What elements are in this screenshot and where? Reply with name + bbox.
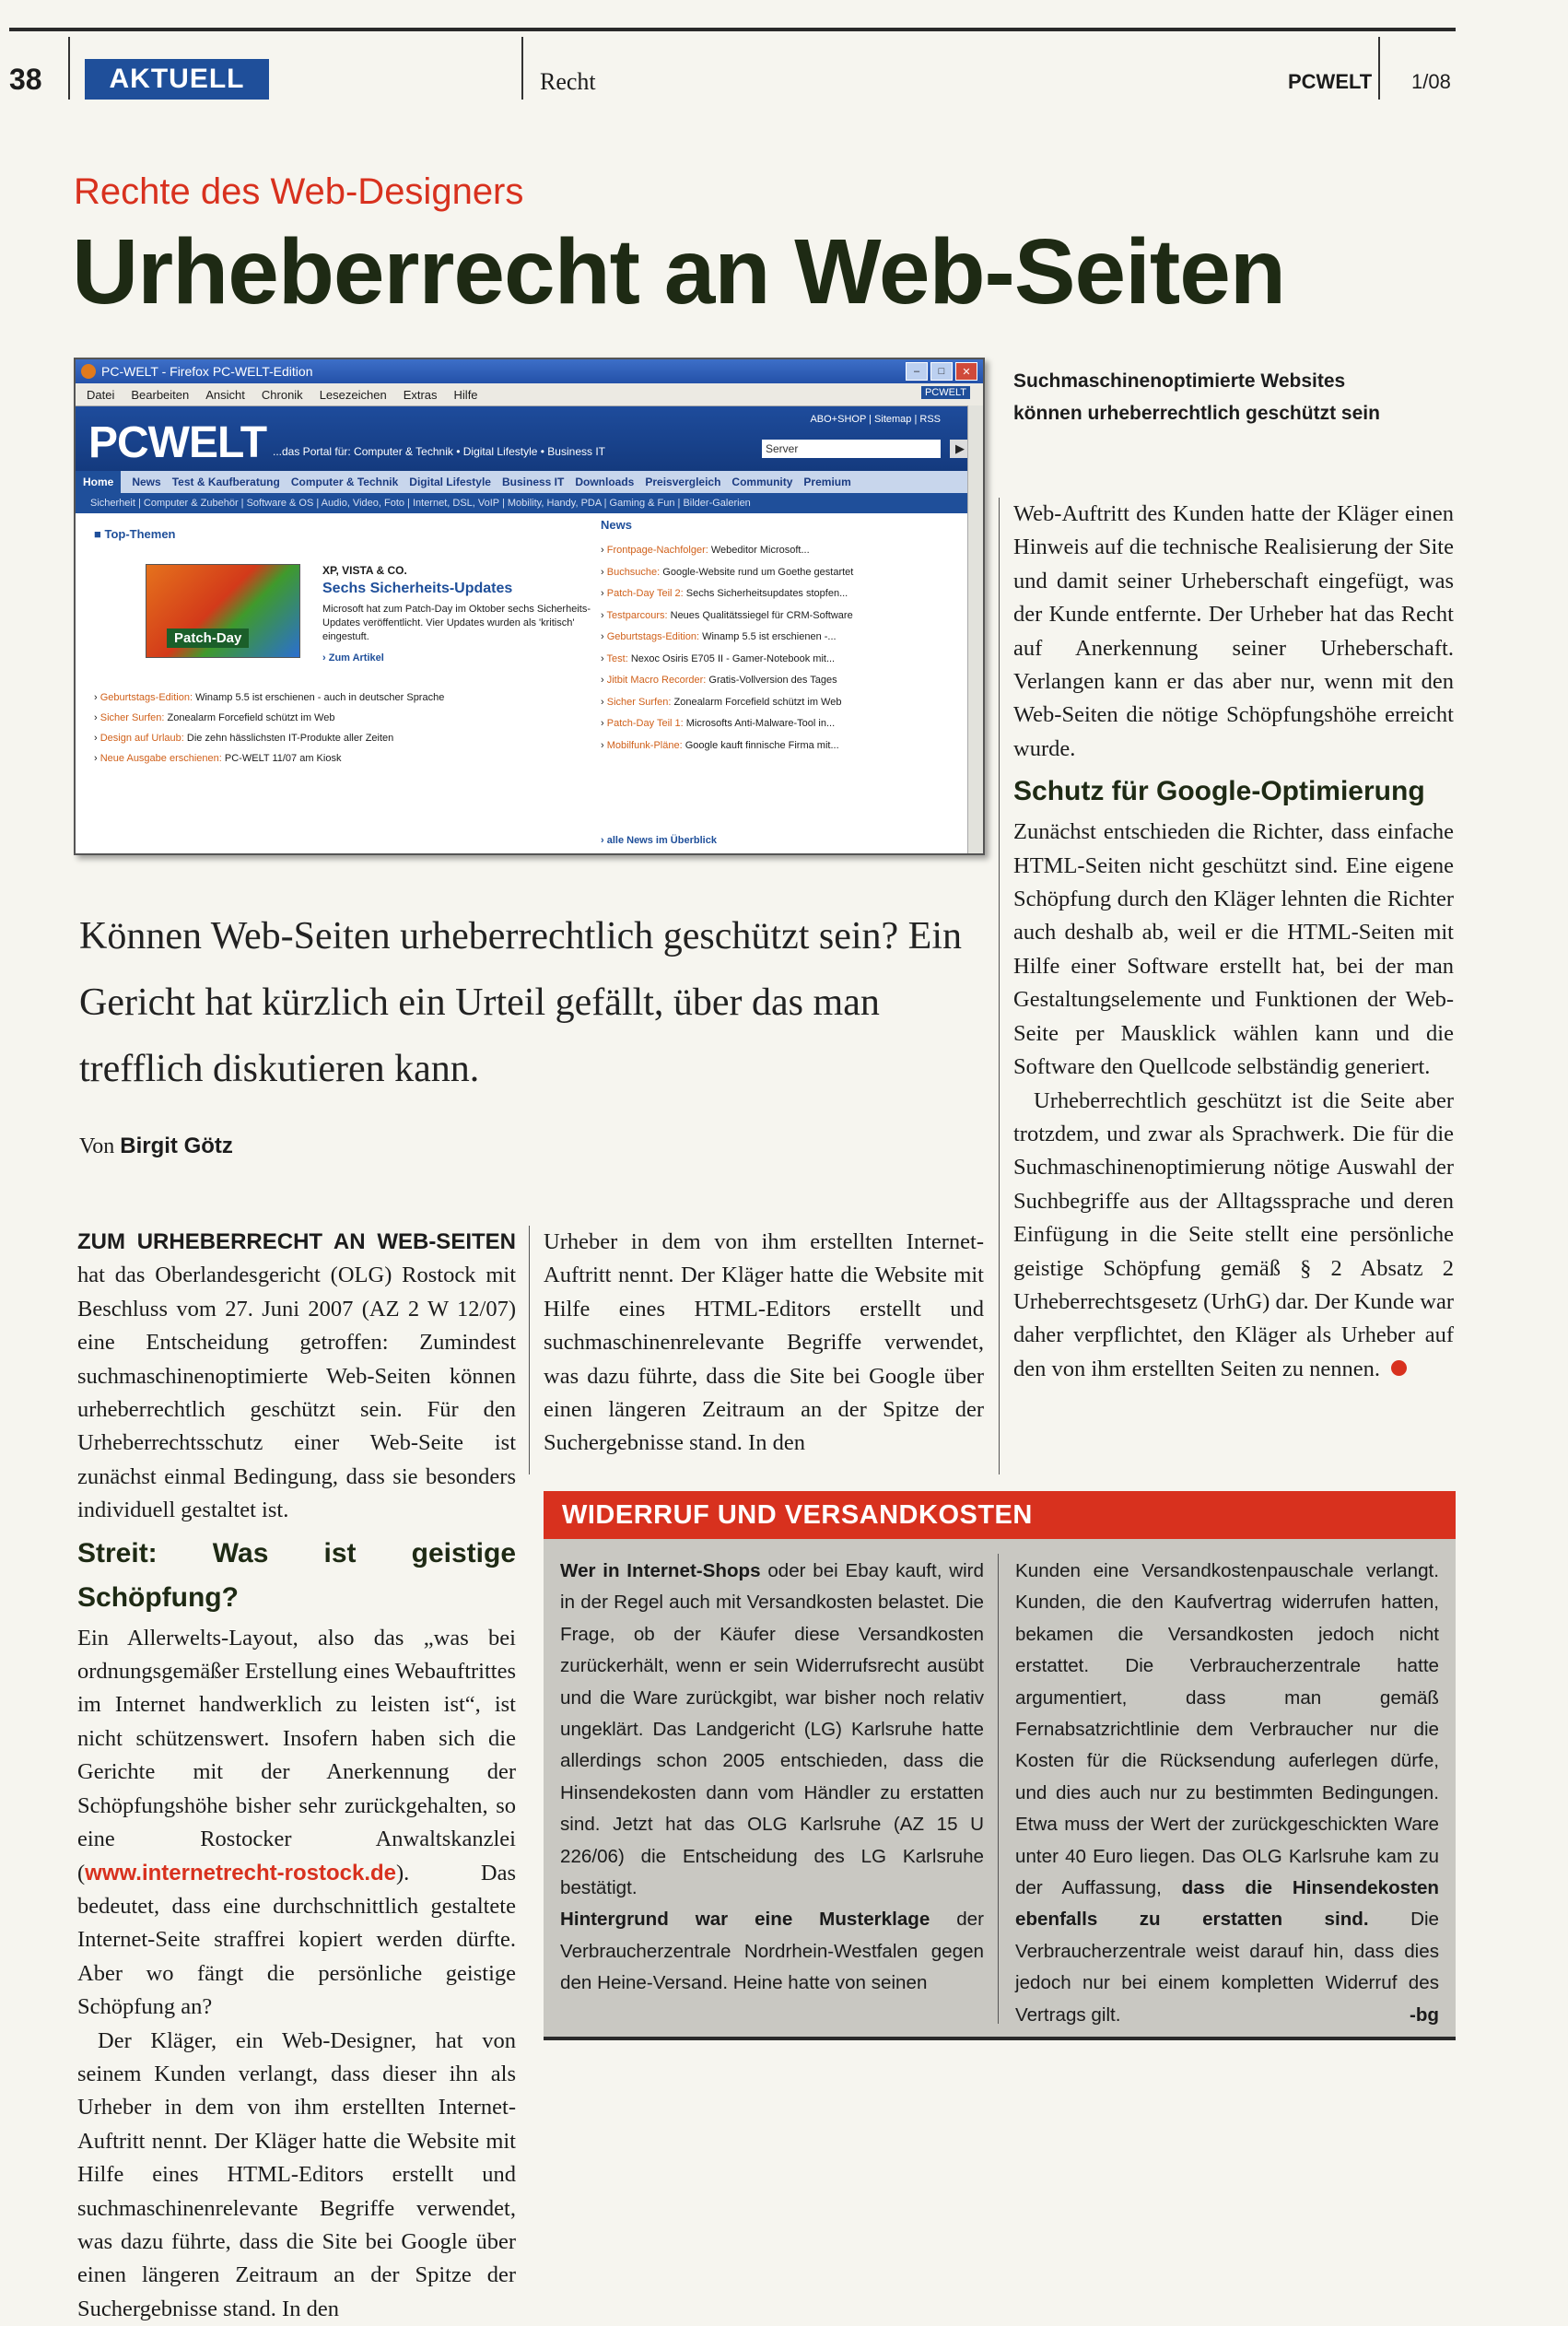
menu-item: Ansicht (205, 387, 245, 402)
list-item: › Frontpage-Nachfolger: Webeditor Microsoft... (601, 545, 810, 556)
teaser-kicker: XP, VISTA & CO. (322, 564, 407, 577)
info-box-title: WIDERRUF UND VERSANDKOSTEN (544, 1491, 1456, 1539)
issue-number: 1/08 (1411, 70, 1451, 93)
header-divider (521, 37, 523, 100)
portal-tagline: ...das Portal für: Computer & Technik • Digital Lifestyle • Business IT (273, 445, 605, 458)
top-links: ABO+SHOP | Sitemap | RSS (810, 414, 941, 425)
list-item: › Testparcours: Neues Qualitätssiegel für CRM-Software (601, 609, 853, 621)
nav-item: News (132, 476, 161, 488)
news-list (601, 540, 942, 757)
rubric-label: Recht (540, 68, 596, 95)
maximize-icon: □ (930, 362, 953, 381)
paragraph: Zunächst entschieden die Richter, dass einfache HTML-Seiten nicht geschützt sind. Eine eigene Schöpfung durch den Kläger lehnten die Richter auch deshalb ab, weil er die HTML-Seiten mit Hilfe einer Software erstellt hat, bei der man Gestaltungselemente und Funktionen der Web-Seite per Mausklick wählen kann und die Software den Quellcode selbständig generiert. (1013, 819, 1454, 1080)
patch-day-image (146, 564, 300, 658)
kanzlei-link: www.internetrecht-rostock.de (85, 1860, 397, 1885)
column-rule (529, 1226, 530, 1474)
paragraph: Web-Auftritt des Kunden hatte der Kläger einen Hinweis auf die technische Realisierung der Site und damit seiner Urheberschaft eingefügt, was der Kunde entfernte. Der Urheber hat das Recht auf Anerkennung seiner Urheberschaft. Verlangen kann er das aber nur, wenn mit den Web-Seiten die nötige Schöpfungshöhe erreicht wurde. (1013, 501, 1454, 761)
site-masthead (76, 406, 983, 471)
list-item: › Geburtstags-Edition: Winamp 5.5 ist erschienen - auch in deutscher Sprache (94, 692, 445, 703)
browser-menubar (76, 383, 983, 406)
nav-item: Downloads (575, 476, 635, 488)
menu-item: Extras (403, 387, 438, 402)
menu-item: Bearbeiten (131, 387, 190, 402)
list-item: › Test: Nexoc Osiris E705 II - Gamer-Notebook mit... (601, 652, 836, 664)
header-rule (9, 28, 1456, 31)
nav-item: Preisvergleich (645, 476, 721, 488)
section-badge: AKTUELL (85, 59, 269, 100)
left-link-list (94, 687, 591, 769)
toolbar-badge: PCWELT (921, 386, 970, 399)
magazine-brand: PCWELT (1288, 70, 1373, 93)
header-divider (1378, 37, 1380, 100)
page-number: 38 (9, 63, 42, 96)
nav-item: Business IT (501, 476, 565, 488)
info-box (544, 1491, 1456, 2040)
author-name: Birgit Götz (120, 1134, 233, 1158)
list-item: › Sicher Surfen: Zonealarm Forcefield schützt im Web (94, 712, 335, 723)
article-lead: Können Web-Seiten urheberrechtlich geschützt sein? Ein Gericht hat kürzlich ein Urteil gefällt, über das man trefflich diskutieren kann. (79, 915, 963, 1090)
search-arrow-icon: ▶ (950, 440, 970, 458)
close-icon: ✕ (955, 362, 977, 381)
paragraph: ZUM URHEBERRECHT AN WEB-SEITEN hat das Oberlandesgericht (OLG) Rostock mit Beschluss vom 27. Juni 2007 (AZ 2 W 12/07) eine Entscheidung getroffen: Zumindest suchmaschinenoptimierte Web-Seiten können urheberrechtlich geschützt sein. Für den Urheberrechtsschutz einer Web-Seite ist zunächst einmal Bedingung, dass sie besonders individuell gestaltet ist. (77, 1229, 516, 1523)
nav-item: Premium (803, 476, 851, 488)
paragraph: Ein Allerwelts-Layout, also das „was bei ordnungsgemäßer Erstellung eines Webauftrittes im Internet handwerklich zu leisten ist“, ist nicht schützenswert. Insofern haben sich die Gerichte mit der Anerkennung der Schöpfungshöhe bisher sehr zurückgehalten, so eine Rostocker Anwaltskanzlei (www.internetrecht-rostock.de). Das bedeutet, dass eine durchschnittlich gestaltete Internet-Seite straffrei kopiert werden dürfte. Aber wo fängt die persönliche geistige Schöpfung an? (77, 1625, 516, 2020)
site-subnav: Sicherheit | Computer & Zubehör | Software & OS | Audio, Video, Foto | Internet, DSL, VoIP | Mobility, Handy, PDA | Gaming & Fun | Bilder-Galerien (76, 493, 983, 513)
window-controls (906, 362, 977, 381)
paragraph-continued: Urheber in dem von ihm erstellten Internet-Auftritt nennt. Der Kläger hatte die Website mit Hilfe eines HTML-Editors erstellt und suchmaschinenrelevante Begriffe verwendet, was dazu führte, dass die Site bei Google über einen längeren Zeitraum an der Spitze der Suchergebnisse stand. In den (544, 1229, 984, 1456)
window-title: PC-WELT - Firefox PC-WELT-Edition (101, 364, 313, 379)
body-column-3 (1013, 498, 1454, 1386)
list-item: › Geburtstags-Edition: Winamp 5.5 ist erschienen -... (601, 631, 837, 642)
site-logo: PCWELT (88, 418, 267, 467)
minimize-icon: – (906, 362, 928, 381)
menu-item: Datei (87, 387, 115, 402)
list-item: › Sicher Surfen: Zonealarm Forcefield schützt im Web (601, 696, 842, 708)
nav-item: Home (76, 471, 121, 493)
nav-item: Community (731, 476, 793, 488)
article-kicker: Rechte des Web-Designers (74, 171, 524, 212)
info-box-column-1: Wer in Internet-Shops oder bei Ebay kauft, wird in der Regel auch mit Versandkosten belastet. Die Frage, ob der Käufer diese Versandkosten zurückerhält, wenn er sein Widerrufsrecht ausübt und die Ware zurückgibt, war bisher noch relativ ungeklärt. Das Landgericht (LG) Karlsruhe hatte allerdings schon 2005 entschieden, dass die Hinsendekosten dann vom Händler zu erstatten sind. Jetzt hat das OLG Karlsruhe (AZ 15 U 226/06) die Entscheidung des LG Karlsruhe bestätigt. Hintergrund war eine Musterklage der Verbraucherzentrale Nordrhein-Westfalen gegen den Heine-Versand. Heine hatte von seinen (560, 1560, 984, 1994)
info-box-column-2: Kunden eine Versandkostenpauschale verlangt. Kunden, die den Kaufvertrag widerrufen hatten, bekamen die Versandkosten jedoch nicht erstattet. Die Verbraucherzentrale hatte argumentiert, dass man gemäß Fernabsatzrichtlinie dem Verbraucher nur die Kosten für die Rücksendung auferlegen dürfe, und dies auch nur zu bestimmten Bedingungen. Etwa muss der Wert der zurückgeschickten Ware unter 40 Euro liegen. Das OLG Karlsruhe kam zu der Auffassung, dass die Hinsendekosten ebenfalls zu erstatten sind. Die Verbraucherzentrale weist darauf hin, dass dies jedoch nur bei einem kompletten Widerruf des Vertrags gilt. -bg (1015, 1556, 1439, 2031)
list-item: › Patch-Day Teil 2: Sechs Sicherheitsupdates stopfen... (601, 588, 848, 599)
nav-item: Test & Kaufberatung (171, 476, 280, 488)
teaser-headline: Sechs Sicherheits-Updates (322, 581, 513, 596)
article-headline: Urheberrecht an Web-Seiten (72, 220, 1285, 323)
teaser-more-link: › Zum Artikel (322, 652, 384, 664)
news-heading: News (601, 518, 632, 532)
site-nav (76, 471, 983, 493)
body-column-2 (544, 1226, 984, 1461)
list-item: › Jitbit Macro Recorder: Gratis-Vollversion des Tages (601, 675, 837, 686)
list-item: › Buchsuche: Google-Website rund um Goethe gestartet (601, 566, 854, 578)
list-item: › Mobilfunk-Pläne: Google kauft finnische Firma mit... (601, 739, 839, 751)
nav-item: Digital Lifestyle (409, 476, 491, 488)
paragraph: Der Kläger, ein Web-Designer, hat von seinem Kunden verlangt, dass dieser ihn als Urheber in dem von ihm erstellten Internet-Auftritt nennt. Der Kläger hatte die Website mit Hilfe eines HTML-Editors erstellt und suchmaschinenrelevante Begriffe verwendet, was dazu führte, dass die Site bei Google über einen längeren Zeitraum an der Spitze der Suchergebnisse stand. In den (77, 2027, 516, 2321)
header-divider (68, 37, 70, 100)
top-themen-label: ■ Top-Themen (94, 527, 176, 541)
nav-item: Computer & Technik (290, 476, 399, 488)
body-column-1 (77, 1226, 516, 2321)
column-rule (999, 498, 1000, 1474)
teaser-body: Microsoft hat zum Patch-Day im Oktober sechs Sicherheits-Updates veröffentlicht. Vier Updates wurden als 'kritisch' eingestuft. (322, 604, 591, 642)
list-item: › Neue Ausgabe erschienen: PC-WELT 11/07 am Kiosk (94, 753, 342, 764)
list-item: › Design auf Urlaub: Die zehn hässlichsten IT-Produkte aller Zeiten (94, 733, 394, 744)
menu-item: Chronik (261, 387, 303, 402)
menu-item: Hilfe (453, 387, 478, 402)
all-news-link: › alle News im Überblick (601, 835, 717, 846)
paragraph: Urheberrechtlich geschützt ist die Seite aber trotzdem, und zwar als Sprachwerk. Die für die Suchmaschinenoptimierung nötige Auswahl der Suchbegriffe aus der Alltagssprache und deren Einfügung in die Seite stellt eine persönliche geistige Schöpfung gemäß § 2 Absatz 2 Urheberrechtsgesetz (UrhG) dar. Der Kunde war daher verpflichtet, den Kläger als Urheber auf den von ihm erstellten Seiten zu nennen. (1013, 1087, 1454, 1381)
author-signature: -bg (1409, 2003, 1439, 2026)
site-content (76, 514, 967, 853)
info-box-divider (998, 1554, 999, 2024)
browser-scrollbar (967, 405, 983, 853)
subheading: Streit: Was ist geistige Schöpfung? (77, 1537, 516, 1613)
side-headline: Suchmaschinenoptimierte Websites können urheberrechtlich geschützt sein (1013, 370, 1380, 424)
subheading: Schutz für Google-Optimierung (1013, 776, 1425, 807)
site-search-input: Server (762, 440, 941, 458)
firefox-icon (81, 364, 96, 379)
menu-item: Lesezeichen (319, 387, 387, 402)
list-item: › Patch-Day Teil 1: Microsofts Anti-Malware-Tool in... (601, 718, 836, 729)
end-mark-icon (1391, 1360, 1407, 1376)
teaser-image-tag: Patch-Day (167, 628, 249, 648)
byline: Von Birgit Götz (79, 1134, 233, 1158)
browser-screenshot (74, 358, 985, 855)
browser-titlebar (76, 359, 983, 383)
